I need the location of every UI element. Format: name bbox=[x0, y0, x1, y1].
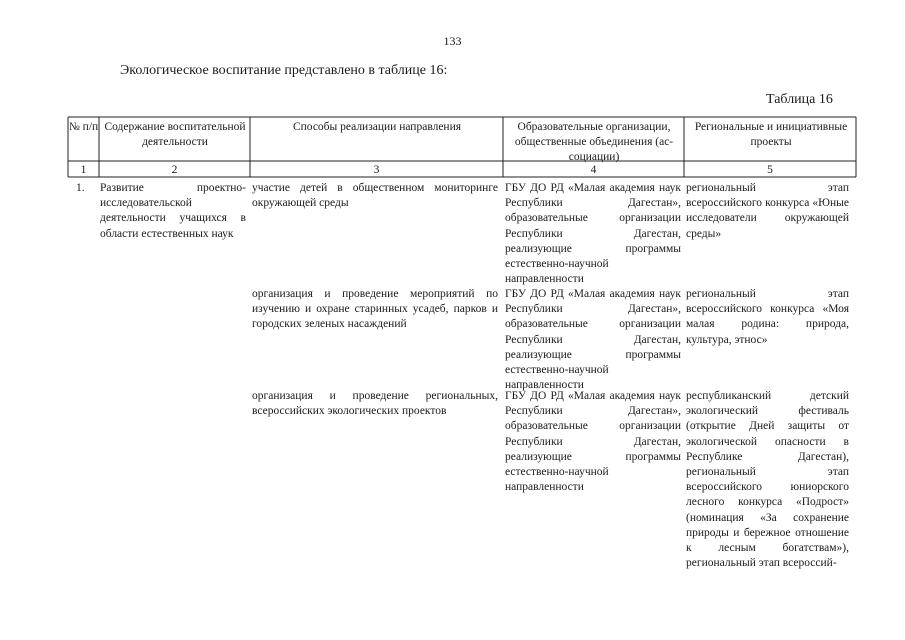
page-number: 133 bbox=[443, 34, 462, 48]
column-number-1: 1 bbox=[80, 164, 87, 176]
projects-cell: региональный этап всероссийского конкурса «Моя малая родина: природа, культура, этнос» bbox=[686, 288, 849, 346]
column-number-5: 5 bbox=[767, 164, 773, 176]
header-content: Содержание воспитательной деятельности bbox=[104, 121, 246, 149]
method-cell: участие детей в общественном мониторинге окружающей среды bbox=[252, 182, 498, 210]
column-number-2: 2 bbox=[171, 164, 178, 176]
intro-text: Экологическое воспитание представлено в таблице 16: bbox=[120, 63, 448, 78]
header-number: № п/п bbox=[68, 121, 99, 133]
projects-cell: региональный этап всероссийского конкурса «Юные исследователи окружающей среды» bbox=[686, 182, 849, 240]
projects-cell: республиканский детский экологический фестиваль (открытие Дней защиты от экологической опасности в Республике Дагестан), региональный этап всероссийского юниорского лесного конкурса «Подрост» (номинация «За сохранение природы и бережное отношение к лесным богатствам»), региональный этап всероссий- bbox=[686, 390, 849, 570]
method-cell: организация и проведение региональных, всероссийских экологических проектов bbox=[252, 390, 498, 418]
method-cell: организация и проведение мероприятий по изучению и охране старинных усадеб, парков и городских зеленых насаждений bbox=[252, 288, 498, 331]
column-number-3: 3 bbox=[373, 164, 380, 176]
row-number: 1. bbox=[76, 182, 85, 194]
header-organizations: Образовательные организации, общественные объединения (ас-социации) bbox=[514, 121, 674, 164]
table-caption: Таблица 16 bbox=[766, 92, 833, 107]
header-projects: Региональные и инициативные проекты bbox=[694, 121, 848, 149]
organizations-cell: ГБУ ДО РД «Малая академия наук Республики Дагестан», образовательные организации Республики Дагестан, реализующие программы естественно-научной направленности bbox=[505, 390, 681, 494]
row-content: Развитие проектно-исследовательской деятельности учащихся в области естественных наук bbox=[100, 182, 246, 240]
organizations-cell: ГБУ ДО РД «Малая академия наук Республики Дагестан», образовательные организации Республики Дагестан, реализующие программы естественно-научной направленности bbox=[505, 288, 681, 392]
header-methods: Способы реализации направления bbox=[292, 121, 462, 133]
column-number-4: 4 bbox=[590, 164, 597, 176]
organizations-cell: ГБУ ДО РД «Малая академия наук Республики Дагестан», образовательные организации Республики Дагестан, реализующие программы естественно-научной направленности bbox=[505, 182, 681, 286]
